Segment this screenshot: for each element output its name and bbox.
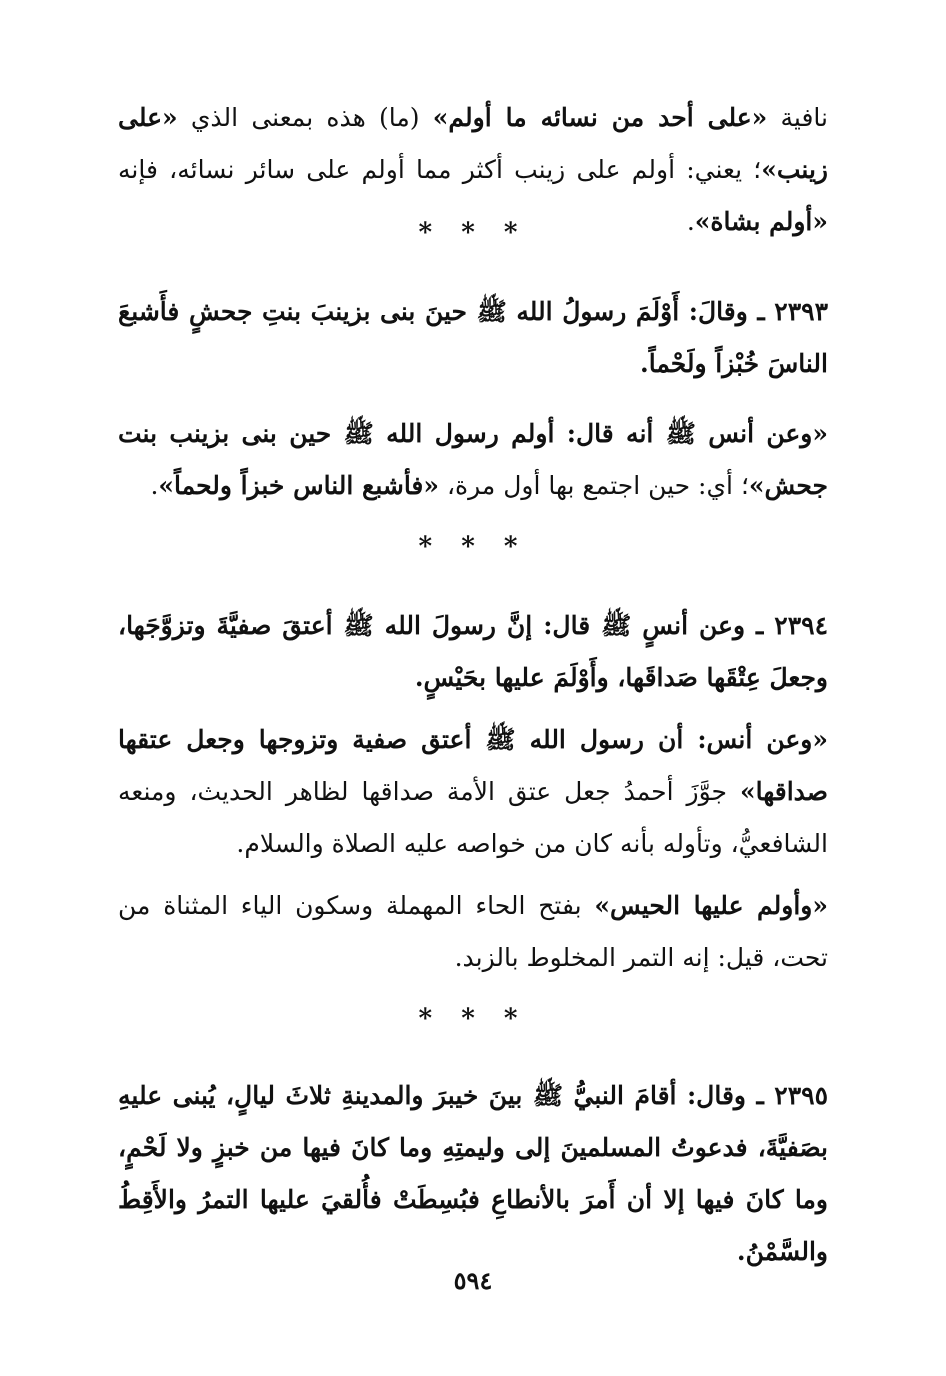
quoted-hadith-text: «فأشبع الناس خبزاً ولحماً» [158,471,440,500]
commentary-text: ؛ يعني: أولم على زينب أكثر مما أولم على سائر نسائه، فإنه [118,155,762,184]
quoted-hadith-text: «وأولم عليها الحيس» [594,891,828,920]
section-separator: * * * [418,1004,528,1034]
quoted-hadith-text: «وعن أنس: أن رسول الله ﷺ أعتق صفية وتزوجها وجعل عتقها صداقها» [118,725,828,806]
commentary-paragraph-3 [118,714,828,870]
commentary-text: بفتح الحاء المهملة وسكون الياء المثناة من تحت، قيل: إنه التمر المخلوط بالزبد. [118,891,828,972]
quoted-hadith-text: «أولم بشاة» [694,207,828,236]
commentary-text: . [686,207,695,236]
quoted-hadith-text: «على زينب» [118,103,828,184]
hadith-2393: ٢٣٩٣ ـ وقالَ: أَوْلَمَ رسولُ الله ﷺ حينَ بنى بزينبَ بنتِ جحشٍ فأَشبعَ الناسَ خُبْزاً ولَحْماً. [118,297,828,378]
page-number: ٥٩٤ [453,1266,493,1295]
quoted-hadith-text: «على أحد من نسائه ما أولم» [432,103,768,132]
commentary-text: جوَّزَ أحمدُ جعل عتق الأمة صداقها لظاهر الحديث، ومنعه الشافعيُّ، وتأوله بأنه كان من خواصه عليه الصلاة والسلام. [118,777,828,858]
section-separator: * * * [418,218,528,248]
commentary-text: ؛ أي: حين اجتمع بها أول مرة، [439,471,749,500]
section-separator: * * * [418,532,528,562]
commentary-paragraph-4 [118,880,828,984]
book-page [118,0,828,1376]
commentary-paragraph-2 [118,408,828,512]
quoted-hadith-text: «وعن أنس ﷺ أنه قال: أولم رسول الله ﷺ حين بنى بزينب بنت جحش» [118,419,828,500]
commentary-text: (ما) هذه بمعنى الذي [177,103,433,132]
commentary-text: نافية [767,103,828,132]
hadith-2395: ٢٣٩٥ ـ وقال: أقامَ النبيُّ ﷺ بينَ خيبرَ والمدينةِ ثلاثَ ليالٍ، يُبنى عليهِ بصَفيَّةَ، فدعوتُ المسلمينَ إلى وليمتِهِ وما كانَ فيها من خبزٍ ولا لَحْمٍ، وما كانَ فيها إلا أن أَمرَ بالأنطاعِ فبُسِطَتْ فأُلقيَ عليها التمرُ والأَقِطُ والسَّمْنُ. [118,1081,828,1266]
commentary-text: . [150,471,159,500]
hadith-2394: ٢٣٩٤ ـ وعن أنسٍ ﷺ قال: إنَّ رسولَ الله ﷺ أعتقَ صفيَّةَ وتزوَّجَها، وجعلَ عِتْقَها صَداقَها، وأَوْلَمَ عليها بحَيْسٍ. [118,611,828,692]
